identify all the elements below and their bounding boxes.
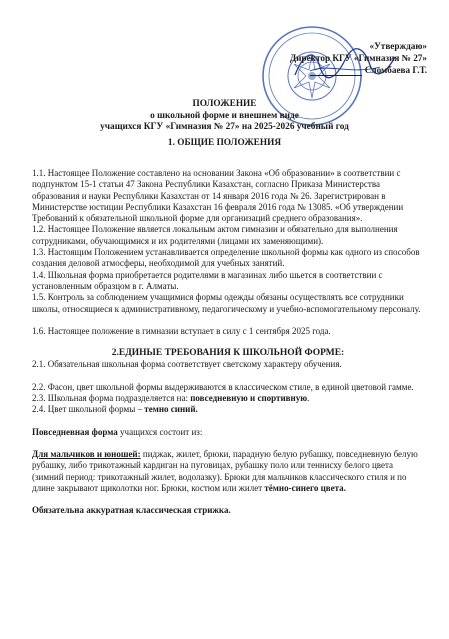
daily-uniform-intro <box>32 427 424 438</box>
section-1-heading: 1. ОБЩИЕ ПОЛОЖЕНИЯ <box>167 137 282 148</box>
director-name: Сломбаева Г.Т. <box>364 65 427 75</box>
title-scope: учащихся КГУ «Гимназия № 27» на 2025-2026 учебный год <box>100 122 349 132</box>
signature-line <box>310 75 362 76</box>
paragraph-1-1: 1.1. Настоящее Положение составлено на основании Закона «Об образовании» в соответствии с подпунктом 15-1 статьи 47 Закона Республики Казахстан, согласно Приказа Министерства образования и науки Республики Казахстан от 14 января 2016 года № 26. Зарегистрирован в Министерстве юстиции Республики Казахстан 16 февраля 2016 года № 13085. «Об утверждении Требований к обязательной школьной форме для организаций среднего образования». <box>32 168 404 224</box>
document-title <box>0 99 449 149</box>
approval-name-row <box>247 64 427 76</box>
paragraph-1-3: 1.3. Настоящим Положением устанавливается определение школьной формы как одного из способов создания деловой атмосферы, необходимой для учебных занятий. <box>32 247 420 269</box>
paragraph-1-2: 1.2. Настоящее Положение является локальным актом гимназии и обязательно для выполнения сотрудниками, обучающимися и их родителями (лицами их заменяющими). <box>32 224 398 246</box>
paragraph-2-4-text: 2.4. Цвет школьной формы – <box>32 404 145 415</box>
paragraph-2-1: 2.1. Обязательная школьная форма соответствует светскому характеру обучения. <box>32 359 342 370</box>
paragraph-2-3-text: 2.3. Школьная форма подразделяется на: <box>32 393 191 404</box>
haircut-text: Обязательна аккуратная классическая стрижка. <box>32 505 231 516</box>
approval-position: Директор КГУ «Гимназия № 27» <box>289 53 427 63</box>
paragraph-2-3-bold: повседневную и спортивную <box>190 393 308 404</box>
boys-uniform-text: пиджак, жилет, брюки, парадную белую рубашку, повседневную белую рубашку, либо трикотажный кардиган на пуговицах, рубашку поло или теннисху белого цвета (зимний период: трикотажный жилет, водолазку). Брюки для мальчиков классического стиля и по длине закрывают щиколотки ног. Брюки, костюм или жилет <box>32 448 418 493</box>
paragraph-2-3 <box>32 393 424 404</box>
title-main: ПОЛОЖЕНИЕ <box>192 99 257 109</box>
daily-uniform-text: учащихся состоит из: <box>117 426 203 437</box>
paragraph-1-5: 1.5. Контроль за соблюдением учащимися формы одежды обязаны осуществлять все сотрудники школы, относящиеся к административному, педагогическому и учебно-вспомогательному персоналу. <box>32 292 421 314</box>
boys-uniform-label: Для мальчиков и юношей: <box>32 448 141 459</box>
approval-block <box>247 40 427 76</box>
section-2-heading: 2.ЕДИНЫЕ ТРЕБОВАНИЯ К ШКОЛЬНОЙ ФОРМЕ: <box>111 348 345 359</box>
paragraph-1-6: 1.6. Настоящее положение в гимназии вступает в силу с 1 сентября 2025 года. <box>32 325 331 336</box>
boys-uniform-paragraph <box>32 449 424 494</box>
paragraph-2-4-bold: темно синий. <box>144 404 198 415</box>
boys-uniform-color: тёмно-синего цвета. <box>264 482 346 493</box>
paragraph-2-3-end: . <box>307 393 310 404</box>
title-subject: о школьной форме и внешнем виде <box>150 110 299 121</box>
haircut-requirement <box>32 505 424 516</box>
paragraph-2-2: 2.2. Фасон, цвет школьной формы выдерживаются в классическом стиле, в единой цветовой гамме. <box>32 381 414 392</box>
document-body <box>32 168 424 516</box>
daily-uniform-label: Повседневная форма <box>32 426 118 437</box>
paragraph-2-4 <box>32 404 424 415</box>
paragraph-1-4: 1.4. Школьная форма приобретается родителями в магазинах либо шьется в соответствии с установленным образцом в г. Алматы. <box>32 269 383 291</box>
approval-line: «Утверждаю» <box>369 41 427 51</box>
